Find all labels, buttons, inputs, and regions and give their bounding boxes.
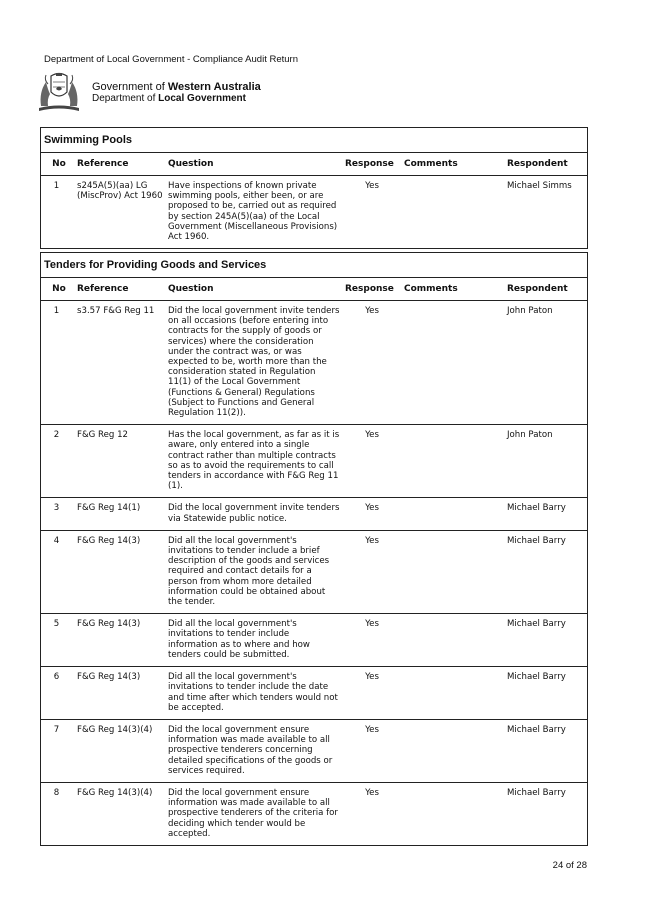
col-header-response: Response [342,153,401,176]
row-number: 1 [53,181,60,191]
row-comments [401,425,504,498]
row-number: 4 [41,530,74,613]
row-question: Did the local government ensure information was made available to all prospective tenderers concerning detailed specifications of the goods or services required. [165,719,342,782]
row-respondent: Michael Barry [507,787,566,798]
row-reference: F&G Reg 14(1) [74,498,165,530]
row-response: Yes [342,530,401,613]
row-comments [401,614,504,667]
col-header-question: Question [165,153,342,176]
section-title: Tenders for Providing Goods and Services [41,253,587,278]
row-comments [401,719,504,782]
table-row [41,530,587,613]
row-response: Yes [342,719,401,782]
table-row [41,667,587,720]
row-comments [401,667,504,720]
row-respondent: Michael Barry [504,719,587,782]
row-question: Did the local government invite tenders via Statewide public notice. [165,498,342,530]
row-number: 3 [41,498,74,530]
row-comments [401,301,504,425]
table-row [41,176,587,249]
row-reference: F&G Reg 14(3)(4) [74,719,165,782]
audit-table [41,278,587,845]
row-question: Did all the local government's invitations to tender include the date and time after which tenders would not be accepted. [165,667,342,720]
row-reference: F&G Reg 14(3) [74,667,165,720]
row-question: Did all the local government's invitations to tender include a brief description of the goods and services required and contact details for a person from whom more detailed information could be obtained about the tender. [165,530,342,613]
row-respondent: John Paton [504,425,587,498]
row-respondent: Michael Barry [504,614,587,667]
row-comments [401,498,504,530]
col-header-reference: Reference [74,153,165,176]
department-line: Department of Local Government [92,93,246,104]
row-reference: F&G Reg 14(3) [74,530,165,613]
row-number: 1 [41,301,74,425]
col-header-response: Response [342,278,401,301]
coat-of-arms-icon [36,72,82,112]
col-header-comments: Comments [401,153,504,176]
section-title: Swimming Pools [41,128,587,153]
row-number: 8 [53,787,60,798]
row-respondent: Michael Barry [504,530,587,613]
audit-table [41,153,587,248]
government-name [92,82,261,104]
row-comments [401,782,504,845]
row-response: Yes [342,301,401,425]
row-reference: F&G Reg 14(3) [74,614,165,667]
row-question: Did all the local government's invitations to tender include information as to where and how tenders could be submitted. [165,614,342,667]
table-row [41,498,587,530]
row-number: 6 [41,667,74,720]
col-header-comments: Comments [401,278,504,301]
row-respondent: Michael Barry [504,498,587,530]
row-number: 5 [41,614,74,667]
section-tenders [40,252,588,846]
row-number: 7 [41,719,74,782]
table-header-row [41,278,587,301]
row-respondent: Michael Simms [507,181,572,191]
row-response: Yes [342,614,401,667]
row-respondent: John Paton [504,301,587,425]
row-reference: s245A(5)(aa) LG (MiscProv) Act 1960 [77,181,163,202]
row-respondent: Michael Barry [504,667,587,720]
col-header-no: No [41,278,74,301]
government-logo-block [36,72,276,112]
row-reference: F&G Reg 14(3)(4) [77,787,153,798]
row-reference: F&G Reg 12 [74,425,165,498]
col-header-respondent: Respondent [504,278,587,301]
table-header-row [41,153,587,176]
government-line: Government of Western Australia [92,81,261,93]
col-header-reference: Reference [74,278,165,301]
row-response: Yes [365,181,379,191]
row-question: Did the local government ensure information was made available to all prospective tenderers of the criteria for deciding which tender would be accepted. [168,787,338,839]
row-reference: s3.57 F&G Reg 11 [74,301,165,425]
col-header-respondent: Respondent [504,153,587,176]
table-row [41,614,587,667]
row-question: Has the local government, as far as it is aware, only entered into a single contract rather than multiple contracts so as to avoid the requirements to call tenders in accordance with F&G Reg 11 (1). [165,425,342,498]
page-number: 24 of 28 [552,860,587,871]
row-response: Yes [342,498,401,530]
table-row [41,782,587,845]
row-response: Yes [365,787,379,798]
col-header-question: Question [165,278,342,301]
table-row [41,719,587,782]
row-response: Yes [342,425,401,498]
row-question: Did the local government invite tenders on all occasions (before entering into contracts for the supply of goods or services) where the consideration under the contract was, or was expected to be, worth more than the consideration stated in Regulation 11(1) of the Local Government (Functions & General) Regulations (Subject to Functions and General Regulation 11(2)). [165,301,342,425]
row-question: Have inspections of known private swimming pools, either been, or are proposed to be, carried out as required by section 245A(5)(aa) of the Local Government (Miscellaneous Provisions) Act 1960. [168,181,338,243]
row-comments [401,530,504,613]
table-row [41,301,587,425]
table-row [41,425,587,498]
row-response: Yes [342,667,401,720]
row-comments [401,176,504,249]
row-number: 2 [41,425,74,498]
document-header: Department of Local Government - Compliance Audit Return [44,54,298,65]
section-swimming-pools [40,127,588,249]
col-header-no: No [41,153,74,176]
